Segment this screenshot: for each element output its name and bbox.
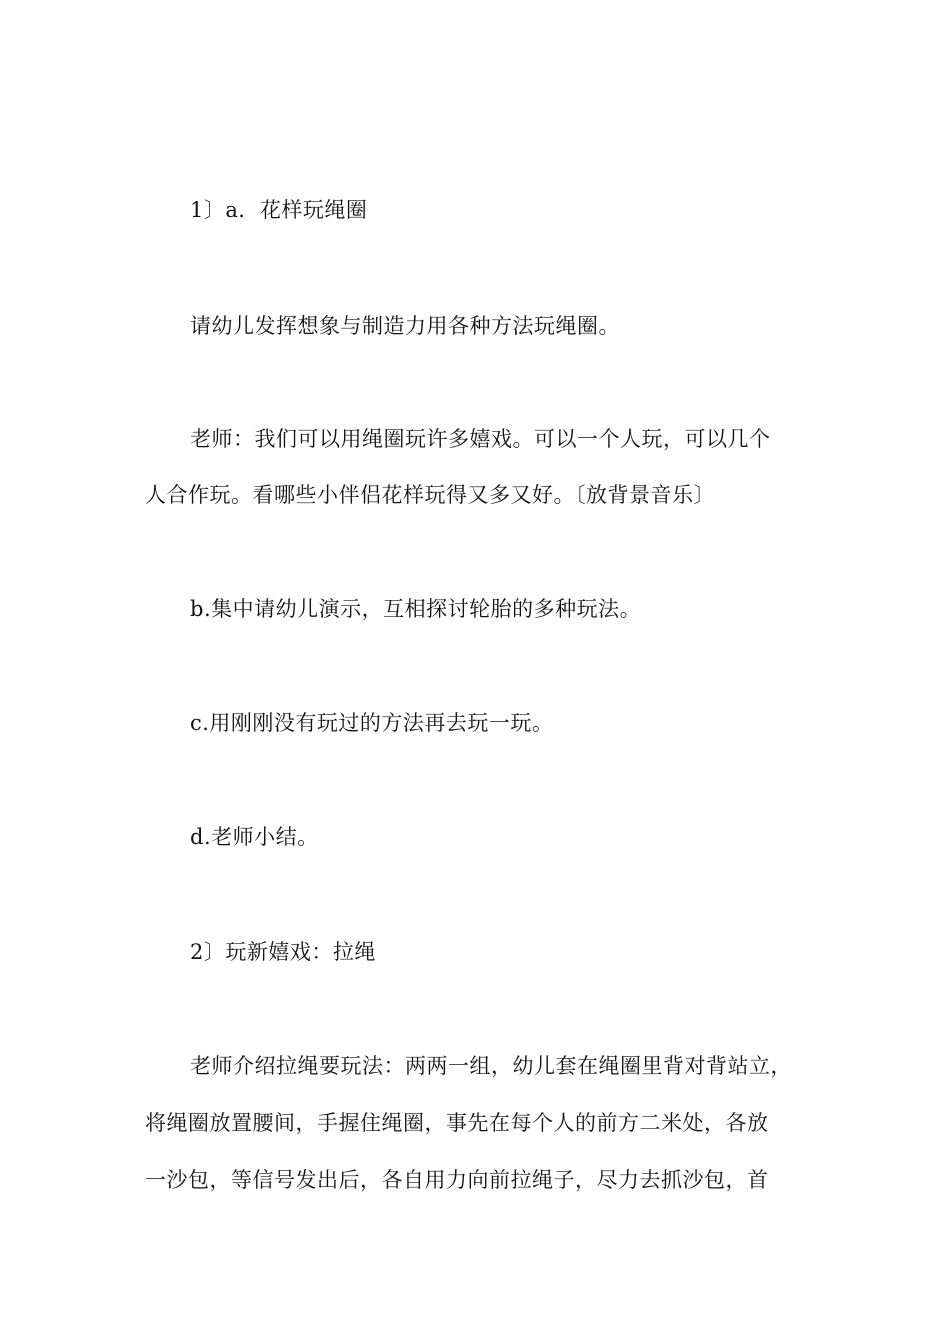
paragraph-line: 一沙包，等信号发出后，各自用力向前拉绳子，尽力去抓沙包，首 — [145, 1168, 769, 1192]
paragraph-line: 老师介绍拉绳要玩法：两两一组，幼儿套在绳圈里背对背站立， — [190, 1054, 792, 1078]
paragraph-line: 人合作玩。看哪些小伴侣花样玩得又多又好。〔放背景音乐〕 — [145, 483, 715, 507]
paragraph-line: 老师：我们可以用绳圈玩许多嬉戏。可以一个人玩，可以几个 — [190, 427, 771, 451]
heading-2: 2〕玩新嬉戏：拉绳 — [190, 940, 376, 964]
paragraph-line: 请幼儿发挥想象与制造力用各种方法玩绳圈。 — [190, 314, 620, 338]
list-item-c: c.用刚刚没有玩过的方法再去玩一玩。 — [190, 711, 554, 735]
list-item-b: b.集中请幼儿演示，互相探讨轮胎的多种玩法。 — [190, 597, 642, 621]
list-item-d: d.老师小结。 — [190, 825, 319, 849]
heading-1a: 1〕a．花样玩绳圈 — [190, 198, 368, 222]
paragraph-line: 将绳圈放置腰间，手握住绳圈，事先在每个人的前方二米处，各放 — [145, 1111, 769, 1135]
